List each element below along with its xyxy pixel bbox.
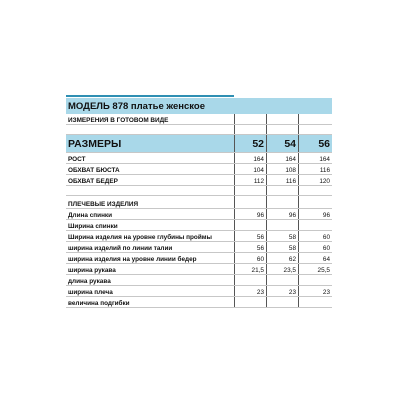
size-chart-table (66, 98, 332, 308)
table-row (66, 164, 332, 175)
empty-cell (66, 125, 234, 134)
row-label: ОБХВАТ БЮСТА (68, 167, 120, 174)
row-label: ОБХВАТ БЕДЕР (68, 178, 118, 185)
table-row (66, 253, 332, 264)
row-value: 23 (298, 286, 332, 296)
empty-cell (266, 125, 298, 134)
size-header: 52 (234, 135, 266, 152)
section-label: ПЛЕЧЕВЫЕ ИЗДЕЛИЯ (68, 201, 139, 208)
empty-cell (266, 114, 298, 124)
size-header: 56 (298, 135, 332, 152)
row-value (266, 275, 298, 285)
row-value: 56 (234, 242, 266, 252)
row-value: 120 (298, 175, 332, 185)
row-value (298, 297, 332, 307)
size-header: 54 (266, 135, 298, 152)
row-value: 60 (298, 242, 332, 252)
row-label: Длина спинки (68, 212, 113, 219)
blank-row (66, 186, 332, 196)
row-label: Ширина спинки (68, 223, 118, 230)
table-row (66, 231, 332, 242)
empty-cell (234, 196, 266, 208)
table-row (66, 286, 332, 297)
row-label: РОСТ (68, 156, 86, 163)
row-value: 116 (298, 164, 332, 174)
row-value (298, 275, 332, 285)
row-value (298, 220, 332, 230)
empty-cell (298, 196, 332, 208)
model-title: МОДЕЛЬ 878 платье женское (68, 100, 206, 112)
blank-row (66, 125, 332, 135)
table-row (66, 153, 332, 164)
table-row (66, 264, 332, 275)
table-row (66, 220, 332, 231)
row-value: 164 (298, 153, 332, 163)
row-value: 60 (234, 253, 266, 263)
row-value (234, 297, 266, 307)
empty-cell (298, 186, 332, 195)
empty-cell (298, 125, 332, 134)
row-value: 112 (234, 175, 266, 185)
row-value (234, 220, 266, 230)
row-label: ширина рукава (68, 267, 116, 274)
row-value: 96 (266, 209, 298, 219)
row-value: 60 (298, 231, 332, 241)
row-value: 23 (266, 286, 298, 296)
section-row (66, 196, 332, 209)
table-row (66, 175, 332, 186)
row-value: 108 (266, 164, 298, 174)
row-label: ширина изделия на уровне линии бедер (68, 256, 197, 263)
row-value: 96 (298, 209, 332, 219)
empty-cell (266, 186, 298, 195)
empty-cell (234, 186, 266, 195)
row-label: величина подгибки (68, 300, 130, 307)
table-row (66, 209, 332, 220)
row-value: 25,5 (298, 264, 332, 274)
row-value (266, 297, 298, 307)
measurements-subtitle: ИЗМЕРЕНИЯ В ГОТОВОМ ВИДЕ (68, 117, 169, 124)
row-value: 164 (266, 153, 298, 163)
row-value: 62 (266, 253, 298, 263)
row-value: 56 (234, 231, 266, 241)
top-rule (66, 95, 234, 97)
row-value: 116 (266, 175, 298, 185)
row-value (234, 275, 266, 285)
row-value (266, 220, 298, 230)
empty-cell (298, 114, 332, 124)
row-label: ширина плеча (68, 289, 113, 296)
row-value: 164 (234, 153, 266, 163)
row-value: 58 (266, 231, 298, 241)
row-value: 96 (234, 209, 266, 219)
row-label: ширина изделий по линии талии (68, 245, 173, 252)
row-value: 64 (298, 253, 332, 263)
empty-cell (266, 196, 298, 208)
row-value: 21,5 (234, 264, 266, 274)
sizes-label: РАЗМЕРЫ (68, 137, 122, 150)
row-value: 58 (266, 242, 298, 252)
row-value: 23,5 (266, 264, 298, 274)
row-label: Ширина изделия на уровне глубины проймы (68, 234, 212, 241)
title-row (66, 98, 332, 114)
empty-cell (66, 186, 234, 195)
subtitle-row (66, 114, 332, 125)
sizes-row (66, 135, 332, 153)
empty-cell (234, 114, 266, 124)
empty-cell (234, 125, 266, 134)
row-label: длина рукава (68, 278, 111, 285)
table-row (66, 242, 332, 253)
row-value: 104 (234, 164, 266, 174)
table-row (66, 275, 332, 286)
table-row (66, 297, 332, 308)
row-value: 23 (234, 286, 266, 296)
